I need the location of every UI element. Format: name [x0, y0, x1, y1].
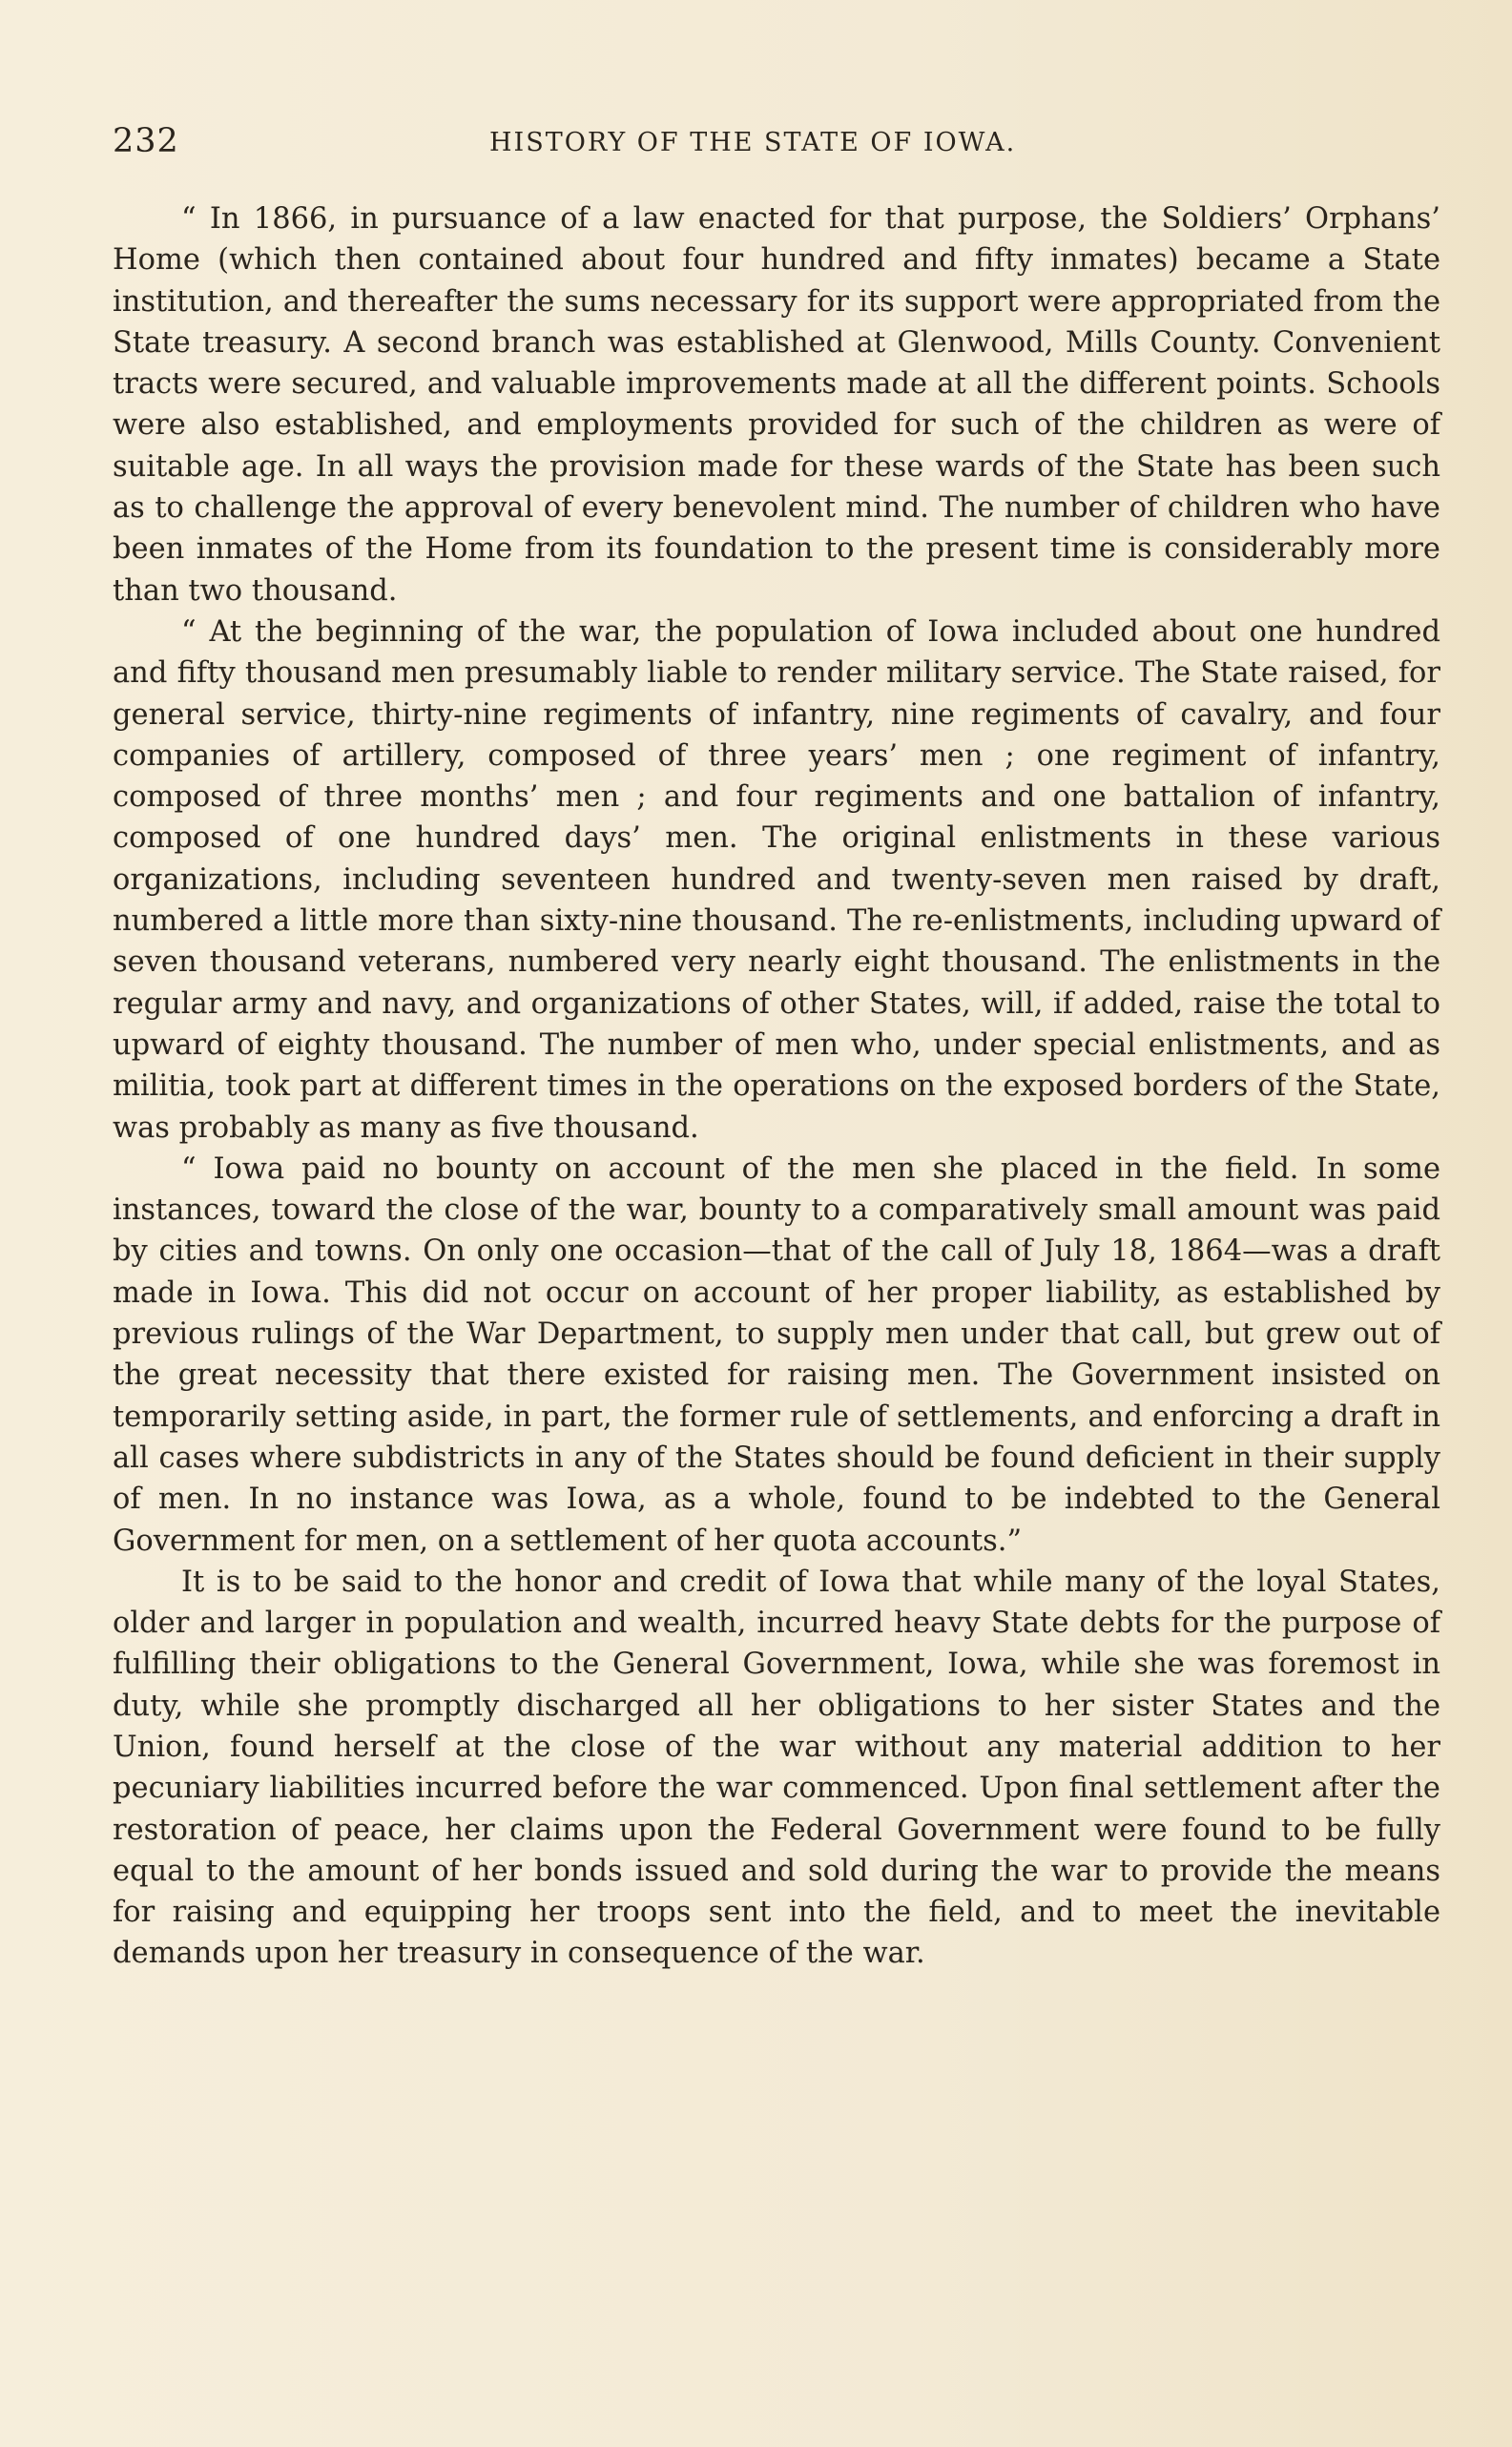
- paragraph-soldiers-orphans-home: “ In 1866, in pursuance of a law enacted for that purpose, the Soldiers’ Orphans’ Home (which then contained about four hundred and fifty inmates) became a State institution, and thereafter the sums necessary for its support were appropriated from the State treasury. A second branch was established at Glenwood, Mills County. Convenient tracts were secured, and valuable improvements made at all the different points. Schools were also established, and employments provided for such of the children as were of suitable age. In all ways the provision made for these wards of the State has been such as to challenge the approval of every benevolent mind. The number of children who have been inmates of the Home from its foundation to the present time is considerably more than two thousand.: [113, 202, 1440, 608]
- paragraph-bounty-draft: “ Iowa paid no bounty on account of the men she placed in the field. In some instances, toward the close of the war, bounty to a comparatively small amount was paid by cities and towns. On only one occasion—that of the call of July 18, 1864—was a draft made in Iowa. This did not occur on account of her proper liability, as established by previous rulings of the War Department, to supply men under that call, but grew out of the great necessity that there existed for raising men. The Government insisted on temporarily setting aside, in part, the former rule of settlements, and enforcing a draft in all cases where subdistricts in any of the States should be found deficient in their supply of men. In no instance was Iowa, as a whole, found to be indebted to the General Government for men, on a settlement of her quota accounts.”: [113, 1151, 1440, 1558]
- paragraph-war-enlistments: “ At the beginning of the war, the population of Iowa included about one hundred and fifty thousand men presumably liable to render military service. The State raised, for general service, thirty-nine regiments of infantry, nine regiments of cavalry, and four companies of artillery, composed of three years’ men ; one regiment of infantry, composed of three months’ men ; and four regiments and one battalion of infantry, composed of one hundred days’ men. The original enlistments in these various organizations, including seventeen hundred and twenty-seven men raised by draft, numbered a little more than sixty-nine thousand. The re-enlistments, including upward of seven thousand veterans, numbered very nearly eight thousand. The enlistments in the regular army and navy, and organizations of other States, will, if added, raise the total to upward of eighty thousand. The number of men who, under special enlistments, and as militia, took part at different times in the operations on the exposed borders of the State, was probably as many as five thousand.: [113, 614, 1440, 1145]
- running-head: HISTORY OF THE STATE OF IOWA.: [489, 128, 1017, 157]
- page-number: 232: [113, 122, 179, 160]
- paragraph-state-finances: It is to be said to the honor and credit of Iowa that while many of the loyal States, older and larger in population and wealth, incurred heavy State debts for the purpose of fulfilling their obligations to the General Government, Iowa, while she was foremost in duty, while she promptly discharged all her obligations to her sister States and the Union, found herself at the close of the war without any material addition to her pecuniary liabilities incurred before the war commenced. Upon final settlement after the restoration of peace, her claims upon the Federal Government were found to be fully equal to the amount of her bonds issued and sold during the war to provide the means for raising and equipping her troops sent into the field, and to meet the inevitable demands upon her treasury in consequence of the war.: [113, 1565, 1440, 1971]
- body-text: [113, 198, 1440, 1975]
- page-header: [113, 122, 1443, 166]
